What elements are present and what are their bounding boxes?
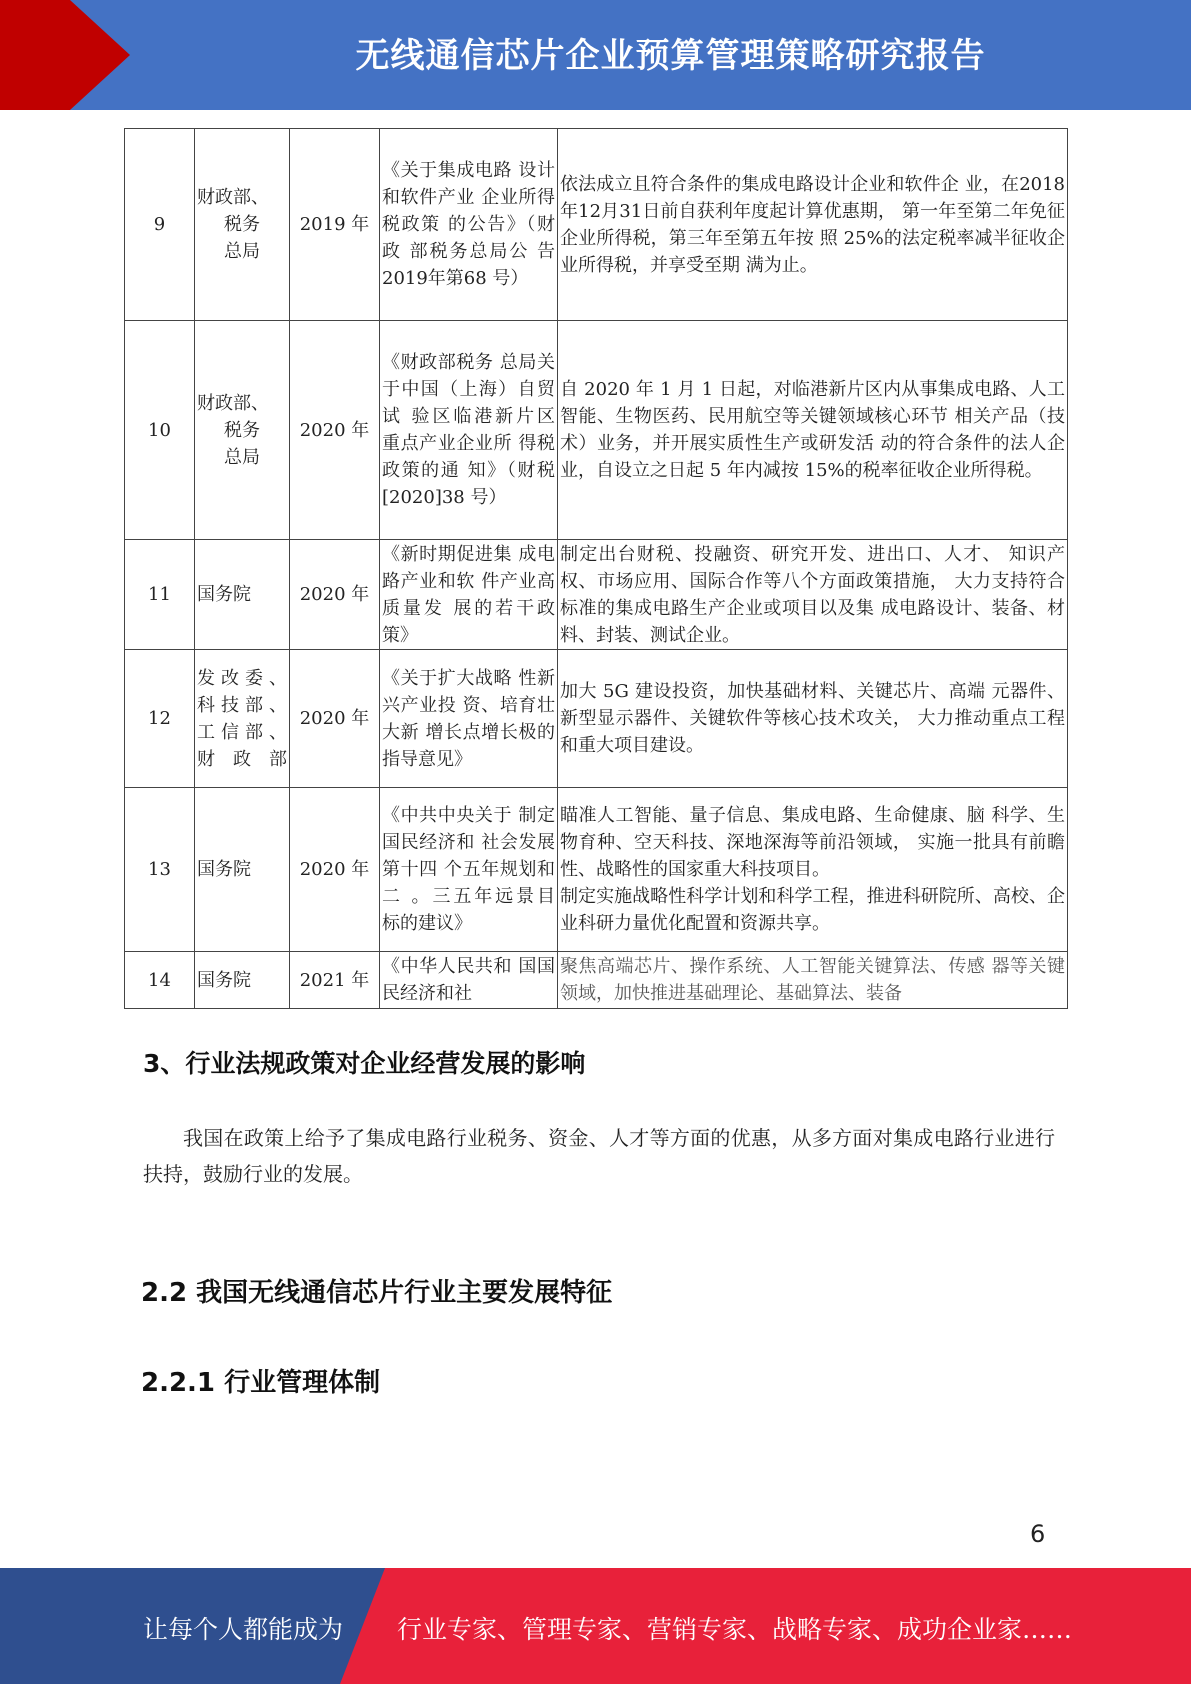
row-content: 瞄准人工智能、量子信息、集成电路、生命健康、脑 科学、生物育种、空天科技、深地深海等前沿领域， 实施一批具有前瞻性、战略性的国家重大科技项目。 制定实施战略性科学计划和科学工程，推进科研院所、高校、企业科研力量优化配置和资源共享。 bbox=[558, 788, 1068, 952]
row-year: 2019 年 bbox=[290, 129, 380, 321]
section-paragraph: 我国在政策上给予了集成电路行业税务、资金、人才等方面的优惠，从多方面对集成电路行业进行扶持，鼓励行业的发展。 bbox=[143, 1126, 1055, 1186]
row-document: 《财政部税务 总局关于中国（上海）自贸试 验区临港新片区 重点产业企业所 得税政策的通 知》（财税[2020]38 号） bbox=[380, 321, 558, 540]
row-year: 2020 年 bbox=[290, 321, 380, 540]
row-content: 聚焦高端芯片、操作系统、人工智能关键算法、传感 器等关键领域，加快推进基础理论、基础算法、装备 bbox=[558, 952, 1068, 1009]
footer-blue-slant bbox=[340, 1568, 385, 1684]
section-heading: 3、行业法规政策对企业经营发展的影响 bbox=[143, 1049, 586, 1078]
row-document: 《关于扩大战略 性新兴产业投 资、培育壮大新 增长点增长极的 指导意见》 bbox=[380, 650, 558, 788]
row-department: 发改委、 科技部、 工信部、 财政部 bbox=[195, 650, 290, 788]
row-department: 国务院 bbox=[195, 952, 290, 1009]
page-number: 6 bbox=[1030, 1520, 1046, 1548]
policy-table bbox=[124, 128, 1068, 1009]
row-document: 《关于集成电路 设计和软件产业 企业所得税政策 的公告》（财政 部税务总局公 告2019年第68 号） bbox=[380, 129, 558, 321]
row-document: 《中共中央关于 制定国民经济和 社会发展第十四 个五年规划和二 。三五年远景目 标的建议》 bbox=[380, 788, 558, 952]
row-department: 国务院 bbox=[195, 788, 290, 952]
row-content: 加大 5G 建设投资，加快基础材料、关键芯片、高端 元器件、新型显示器件、关键软件等核心技术攻关， 大力推动重点工程和重大项目建设。 bbox=[558, 650, 1068, 788]
table-row bbox=[125, 321, 1068, 540]
table-row bbox=[125, 129, 1068, 321]
footer-slogan-right: 行业专家、管理专家、营销专家、战略专家、成功企业家…… bbox=[397, 1615, 1073, 1644]
row-content: 制定出台财税、投融资、研究开发、进出口、人才、 知识产权、市场应用、国际合作等八个方面政策措施， 大力支持符合标准的集成电路生产企业或项目以及集 成电路设计、装备、材料、封装、测试企业。 bbox=[558, 540, 1068, 650]
row-document: 《中华人民共和 国国民经济和社 bbox=[380, 952, 558, 1009]
footer-slogan-left: 让每个人都能成为 bbox=[143, 1615, 344, 1644]
row-document: 《新时期促进集 成电路产业和软 件产业高质量发 展的若干政策》 bbox=[380, 540, 558, 650]
section-heading-2-2: 2.2 我国无线通信芯片行业主要发展特征 bbox=[141, 1278, 613, 1308]
header-red-block bbox=[0, 0, 70, 110]
row-number: 13 bbox=[125, 788, 195, 952]
page-title: 无线通信芯片企业预算管理策略研究报告 bbox=[355, 36, 986, 76]
row-year: 2020 年 bbox=[290, 788, 380, 952]
row-year: 2020 年 bbox=[290, 540, 380, 650]
row-number: 11 bbox=[125, 540, 195, 650]
header-red-arrow bbox=[70, 0, 130, 110]
row-department: 财政部、 税务 总局 bbox=[195, 129, 290, 321]
row-content: 依法成立且符合条件的集成电路设计企业和软件企 业，在2018年12月31日前自获利年度起计算优惠期， 第一年至第二年免征企业所得税，第三年至第五年按 照 25%的法定税率减半征收企业所得税，并享受至期 满为止。 bbox=[558, 129, 1068, 321]
row-content: 自 2020 年 1 月 1 日起，对临港新片区内从事集成电路、人工智能、生物医药、民用航空等关键领域核心环节 相关产品（技术）业务，并开展实质性生产或研发活 动的符合条件的法人企业，自设立之日起 5 年内减按 15%的税率征收企业所得税。 bbox=[558, 321, 1068, 540]
table-row bbox=[125, 540, 1068, 650]
section-heading-2-2-1: 2.2.1 行业管理体制 bbox=[141, 1368, 381, 1398]
table-row bbox=[125, 650, 1068, 788]
row-number: 14 bbox=[125, 952, 195, 1009]
table-row bbox=[125, 788, 1068, 952]
row-year: 2020 年 bbox=[290, 650, 380, 788]
page-header bbox=[0, 0, 1191, 110]
row-year: 2021 年 bbox=[290, 952, 380, 1009]
row-number: 12 bbox=[125, 650, 195, 788]
row-department: 国务院 bbox=[195, 540, 290, 650]
page-footer bbox=[0, 1568, 1191, 1684]
table-row bbox=[125, 952, 1068, 1009]
row-number: 9 bbox=[125, 129, 195, 321]
row-department: 财政部、 税务 总局 bbox=[195, 321, 290, 540]
row-number: 10 bbox=[125, 321, 195, 540]
